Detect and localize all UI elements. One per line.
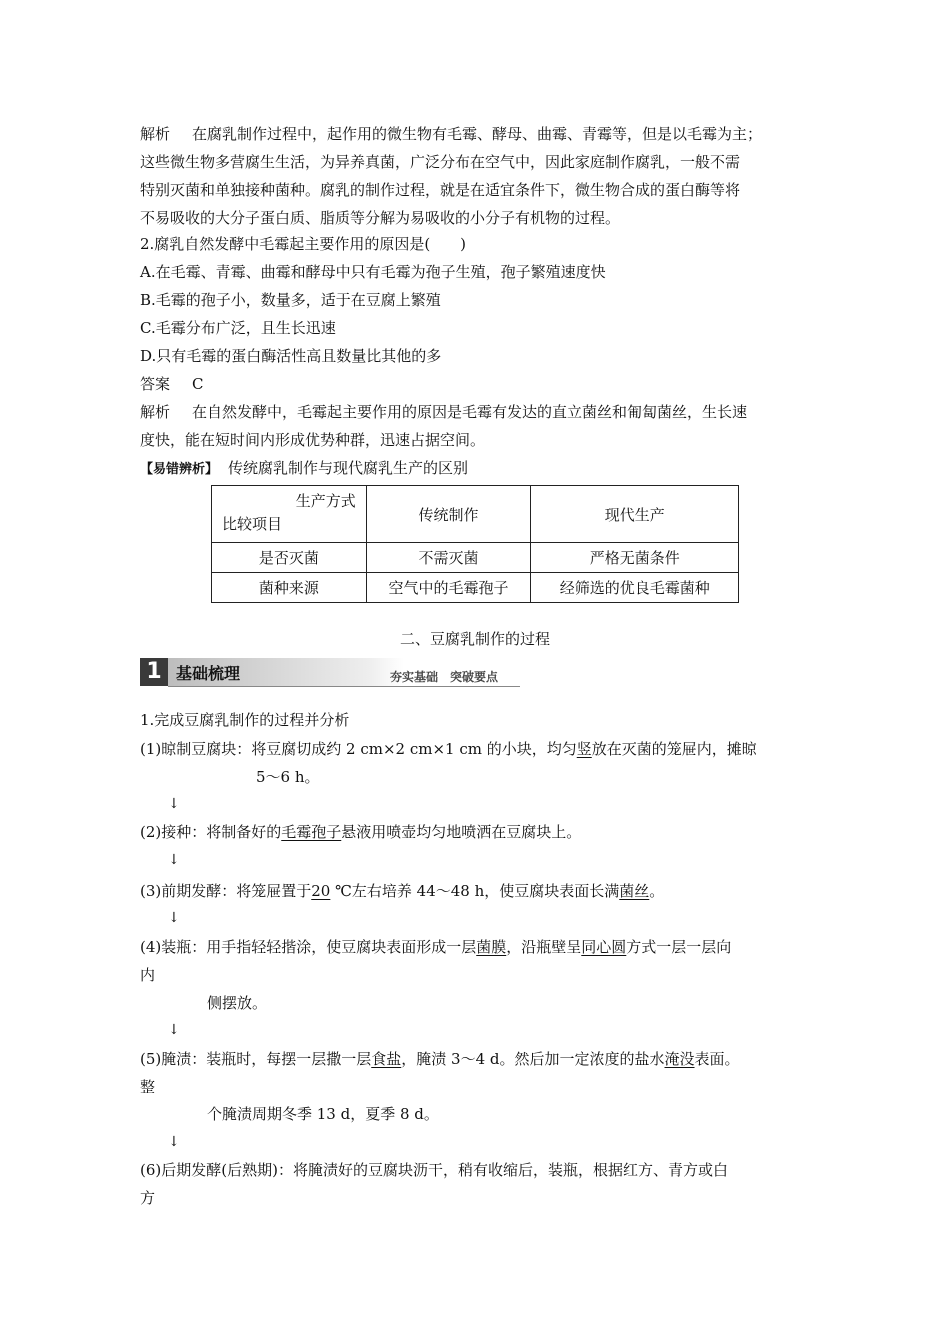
analysis2-line-2: 度快，能在短时间内形成优势种群，迅速占据空间。 (140, 431, 486, 449)
tip-tag: 【易错辨析】 (140, 462, 219, 477)
step-4-blank-1: 菌膜 (476, 938, 507, 956)
step-1-blank: 竖 (576, 740, 592, 758)
analysis-line-2: 这些微生物多营腐生生活，为异养真菌，广泛分布在空气中，因此家庭制作腐乳，一般不需 (140, 153, 741, 171)
step-1: (1)晾制豆腐块：将豆腐切成约 2 cm×2 cm×1 cm 的小块，均匀竖放在灭菌的笼屉内，摊晾 (140, 740, 757, 758)
table-cell: 是否灭菌 (212, 543, 367, 573)
analysis2-label: 解析 (140, 403, 171, 421)
step-5-blank-1: 食盐 (371, 1050, 402, 1068)
tip-line (140, 458, 468, 480)
process-heading: 1.完成豆腐乳制作的过程并分析 (140, 711, 350, 729)
banner-subtitle: 夯实基础 突破要点 (390, 670, 499, 684)
step-4-wrap: 内 (140, 966, 156, 984)
analysis2-line-1: 解析 在自然发酵中，毛霉起主要作用的原因是毛霉有发达的直立菌丝和匍匐菌丝，生长速 (140, 403, 748, 421)
table-header: 现代生产 (531, 486, 739, 543)
table-header-row (212, 486, 739, 543)
down-arrow-icon: ↓ (168, 1022, 180, 1038)
analysis-line-1: 解析 在腐乳制作过程中，起作用的微生物有毛霉、酵母、曲霉、青霉等，但是以毛霉为主； (140, 125, 763, 143)
down-arrow-icon: ↓ (168, 910, 180, 926)
comparison-table (211, 485, 739, 603)
step-5-wrap: 整 (140, 1078, 156, 1096)
table-header: 传统制作 (366, 486, 531, 543)
table-cell: 菌种来源 (212, 573, 367, 603)
step-4-cont: 侧摆放。 (207, 994, 268, 1012)
step-5-blank-2: 淹没 (664, 1050, 695, 1068)
table-row (212, 543, 739, 573)
step-5-cont: 个腌渍周期冬季 13 d，夏季 8 d。 (207, 1105, 439, 1123)
table-cell: 经筛选的优良毛霉菌种 (531, 573, 739, 603)
answer-value: C (192, 375, 204, 393)
analysis-label: 解析 (140, 125, 171, 143)
step-3-blank-2: 菌丝 (619, 882, 650, 900)
step-2: (2)接种：将制备好的毛霉孢子悬液用喷壶均匀地喷洒在豆腐块上。 (140, 823, 582, 841)
option-b: B.毛霉的孢子小，数量多，适于在豆腐上繁殖 (140, 291, 441, 309)
step-4: (4)装瓶：用手指轻轻揩涂，使豆腐块表面形成一层菌膜，沿瓶壁呈同心圆方式一层一层向 (140, 938, 732, 956)
analysis-line-4: 不易吸收的大分子蛋白质、脂质等分解为易吸收的小分子有机物的过程。 (140, 209, 621, 227)
down-arrow-icon: ↓ (168, 852, 180, 868)
down-arrow-icon: ↓ (168, 1134, 180, 1150)
banner-rule (168, 686, 520, 687)
option-c: C.毛霉分布广泛，且生长迅速 (140, 319, 336, 337)
section-banner (140, 657, 520, 687)
banner-number: 1 (140, 658, 168, 686)
option-a: A.在毛霉、青霉、曲霉和酵母中只有毛霉为孢子生殖，孢子繁殖速度快 (140, 263, 606, 281)
step-6: (6)后期发酵(后熟期)：将腌渍好的豆腐块沥干，稍有收缩后，装瓶，根据红方、青方或白 (140, 1161, 728, 1179)
table-row (212, 573, 739, 603)
table-cell: 不需灭菌 (366, 543, 531, 573)
down-arrow-icon: ↓ (168, 796, 180, 812)
table-corner-cell (212, 486, 367, 543)
step-4-blank-2: 同心圆 (581, 938, 627, 956)
answer-label: 答案 (140, 375, 171, 393)
section-title: 二、豆腐乳制作的过程 (399, 630, 550, 648)
corner-bottom-label: 比较项目 (222, 515, 283, 533)
question-stem: 2.腐乳自然发酵中毛霉起主要作用的原因是( ) (140, 235, 467, 253)
table-cell: 空气中的毛霉孢子 (366, 573, 531, 603)
tip-text: 传统腐乳制作与现代腐乳生产的区别 (228, 459, 469, 477)
table-cell: 严格无菌条件 (531, 543, 739, 573)
banner-title: 基础梳理 (176, 664, 241, 683)
answer-line (140, 374, 204, 394)
step-6-wrap: 方 (140, 1189, 156, 1207)
step-3: (3)前期发酵：将笼屉置于20 ℃左右培养 44～48 h，使豆腐块表面长满菌丝。 (140, 882, 665, 900)
analysis-line-3: 特别灭菌和单独接种菌种。腐乳的制作过程，就是在适宜条件下，微生物合成的蛋白酶等将 (140, 181, 741, 199)
step-3-blank-1: 20 (311, 882, 331, 900)
step-1-cont: 5～6 h。 (256, 768, 320, 786)
step-2-blank: 毛霉孢子 (281, 823, 342, 841)
option-d: D.只有毛霉的蛋白酶活性高且数量比其他的多 (140, 347, 442, 365)
step-5: (5)腌渍：装瓶时，每摆一层撒一层食盐，腌渍 3～4 d。然后加一定浓度的盐水淹没表面。 (140, 1050, 740, 1068)
corner-top-label: 生产方式 (295, 492, 356, 510)
